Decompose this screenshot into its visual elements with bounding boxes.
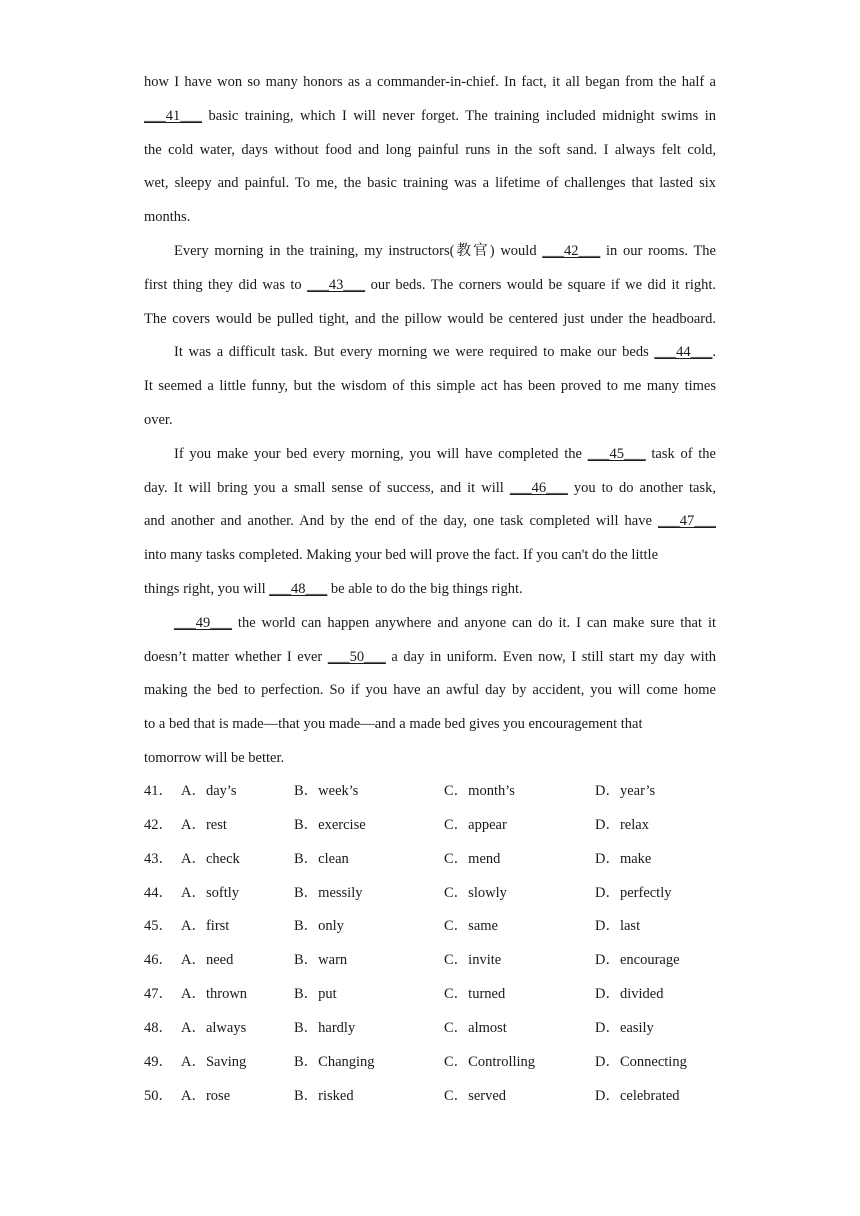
option-d: D．divided — [595, 986, 664, 1003]
passage-text: you to do another task, — [567, 479, 716, 496]
passage-text: tomorrow will be better. — [144, 749, 285, 766]
option-c: C．served — [444, 1087, 507, 1104]
question-row — [144, 910, 716, 944]
option-d: D．Connecting — [595, 1053, 687, 1070]
passage-line — [144, 201, 716, 235]
option-c: C．appear — [444, 816, 507, 833]
passage-text: Every morning in the training, my instructors(教官) would — [174, 242, 543, 259]
option-b: B．Changing — [294, 1053, 375, 1070]
question-number: 47． — [144, 986, 173, 1003]
passage-line — [144, 235, 716, 269]
passage-line — [144, 269, 716, 303]
question-number: 45． — [144, 918, 173, 935]
option-a: A．check — [181, 850, 240, 867]
passage-text: the cold water, days without food and long painful runs in the soft sand. I always felt cold, — [144, 141, 716, 158]
answer-blank: ___41___ — [144, 107, 202, 124]
option-a: A．rose — [181, 1087, 231, 1104]
answer-blank: ___45___ — [587, 445, 646, 462]
option-b: B．week’s — [294, 783, 359, 799]
option-c: C．almost — [444, 1019, 507, 1036]
option-d: D．relax — [595, 816, 649, 833]
question-row — [144, 1012, 716, 1046]
option-c: C．turned — [444, 986, 506, 1003]
option-a: A．always — [181, 1019, 247, 1036]
passage-text: and another and another. And by the end of the day, one task completed will have — [144, 513, 658, 530]
passage-text: over. — [144, 411, 173, 428]
option-d: D．make — [595, 850, 652, 867]
question-number: 44． — [144, 884, 173, 901]
question-row — [144, 1046, 716, 1080]
passage-line — [144, 641, 716, 675]
question-number: 48． — [144, 1019, 173, 1036]
option-d: D．easily — [595, 1019, 654, 1036]
passage-line — [144, 66, 716, 100]
answer-blank: ___42___ — [542, 242, 601, 259]
answer-blank: ___50___ — [327, 648, 386, 665]
question-number: 43． — [144, 850, 173, 867]
option-a: A．rest — [181, 816, 227, 833]
question-row — [144, 809, 716, 843]
passage-line — [144, 438, 716, 472]
passage-text: The covers would be pulled tight, and the pillow would be centered just under the headboard. — [144, 310, 716, 327]
passage-text: to a bed that is made—that you made—and a made bed gives you encouragement that — [144, 716, 643, 733]
option-a: A．day’s — [181, 783, 237, 799]
option-b: B．clean — [294, 850, 349, 867]
question-number: 50． — [144, 1087, 173, 1104]
option-b: B．hardly — [294, 1019, 356, 1036]
option-c: C．month’s — [444, 783, 515, 799]
passage-text: things right, you will — [144, 580, 270, 597]
option-c: C．invite — [444, 952, 502, 969]
option-a: A．first — [181, 918, 230, 935]
passage-text: day. It will bring you a small sense of success, and it will — [144, 479, 510, 496]
passage-text: It seemed a little funny, but the wisdom of this simple act has been proved to me many times — [144, 378, 716, 395]
passage-line — [144, 708, 716, 742]
passage-text: making the bed to perfection. So if you have an awful day by accident, you will come home — [144, 682, 716, 699]
option-b: B．exercise — [294, 816, 366, 833]
option-b: B．risked — [294, 1087, 354, 1104]
passage-line — [144, 607, 716, 641]
passage-text: our beds. The corners would be square if we did it right. — [365, 276, 716, 293]
passage-line — [144, 404, 716, 438]
option-d: D．year’s — [595, 783, 656, 799]
passage-line — [144, 370, 716, 404]
option-c: C．Controlling — [444, 1053, 536, 1070]
passage-line — [144, 134, 716, 168]
passage-line — [144, 742, 716, 776]
option-b: B．only — [294, 918, 344, 935]
option-d: D．celebrated — [595, 1087, 680, 1104]
passage-text: the world can happen anywhere and anyone can do it. I can make sure that it — [232, 614, 716, 631]
passage-text: task of the — [645, 445, 716, 462]
passage-line — [144, 100, 716, 134]
option-b: B．messily — [294, 884, 363, 901]
passage-text: first thing they did was to — [144, 276, 308, 293]
question-number: 49． — [144, 1053, 173, 1070]
option-c: C．mend — [444, 850, 501, 867]
passage-text: a day in uniform. Even now, I still start my day with — [385, 648, 716, 665]
passage-line — [144, 303, 716, 337]
option-a: A．need — [181, 952, 234, 969]
passage-text: wet, sleepy and painful. To me, the basic training was a lifetime of challenges that lasted six — [144, 175, 716, 192]
option-a: A．Saving — [181, 1053, 247, 1070]
question-row — [144, 978, 716, 1012]
passage-text: . — [712, 344, 716, 361]
passage-line — [144, 167, 716, 201]
question-row — [144, 843, 716, 877]
question-number: 46． — [144, 952, 173, 969]
question-row — [144, 775, 716, 809]
answer-blank: ___43___ — [307, 276, 366, 293]
passage-text: how I have won so many honors as a commander-in-chief. In fact, it all began from the half a — [144, 74, 716, 90]
answer-options — [144, 775, 716, 1113]
passage-line — [144, 505, 716, 539]
option-b: B．put — [294, 986, 337, 1003]
option-c: C．slowly — [444, 884, 507, 901]
option-d: D．last — [595, 918, 641, 935]
passage-text: into many tasks completed. Making your bed will prove the fact. If you can't do the little — [144, 547, 659, 564]
passage-text: be able to do the big things right. — [327, 580, 523, 597]
reading-passage — [144, 66, 716, 776]
passage-text: If you make your bed every morning, you will have completed the — [174, 445, 588, 462]
passage-line — [144, 539, 716, 573]
answer-blank: ___44___ — [654, 344, 713, 361]
passage-line — [144, 472, 716, 506]
passage-line — [144, 336, 716, 370]
passage-line — [144, 573, 716, 607]
option-c: C．same — [444, 918, 498, 935]
option-a: A．thrown — [181, 986, 248, 1003]
answer-blank: ___46___ — [509, 479, 568, 496]
option-d: D．perfectly — [595, 884, 672, 901]
answer-blank: ___48___ — [269, 580, 328, 597]
passage-line — [144, 674, 716, 708]
question-row — [144, 1080, 716, 1114]
option-d: D．encourage — [595, 952, 680, 969]
passage-text: months. — [144, 209, 191, 226]
passage-text: doesn’t matter whether I ever — [144, 648, 328, 665]
passage-text: in our rooms. The — [600, 242, 716, 259]
question-number: 42． — [144, 816, 173, 833]
option-a: A．softly — [181, 884, 239, 901]
passage-text: basic training, which I will never forget. The training included midnight swims in — [202, 107, 716, 124]
question-row — [144, 944, 716, 978]
passage-text: It was a difficult task. But every morning we were required to make our beds — [174, 344, 655, 361]
question-row — [144, 877, 716, 911]
answer-blank: ___47___ — [658, 513, 716, 530]
answer-blank: ___49___ — [174, 614, 232, 631]
option-b: B．warn — [294, 952, 348, 969]
question-number: 41． — [144, 783, 173, 799]
